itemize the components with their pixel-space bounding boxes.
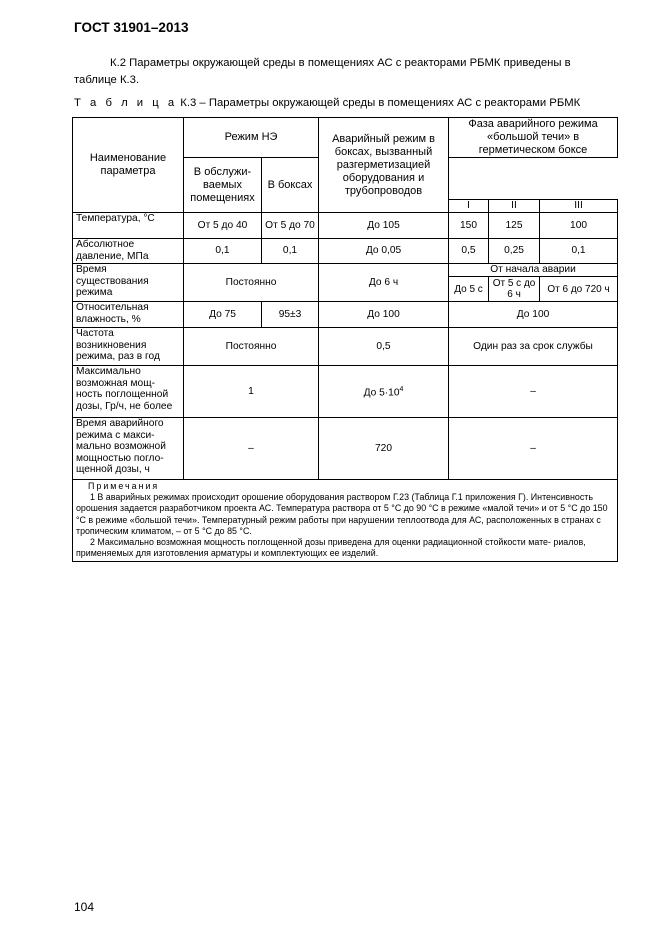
cell-big-leak: До 100 — [449, 302, 618, 328]
cell-big-leak: – — [449, 366, 618, 418]
row-label: Максимально возможная мощ- ность поглощенной дозы, Гр/ч, не более — [73, 366, 184, 418]
header-boxes: В боксах — [262, 158, 319, 213]
header-parameter-name: Наименование параметра — [73, 118, 184, 213]
header-emergency-mode: Аварийный режим в боксах, вызванный разгерметизацией оборудования и трубопроводов — [319, 118, 449, 213]
note-2: 2 Максимально возможная мощность поглощенной дозы приведена для оценки радиационной стойкости мате- риалов, применяемых для изготовления арматуры и комплектующих ее изделий. — [76, 537, 586, 559]
cell-phase-3: От 6 до 720 ч — [540, 277, 618, 302]
header-phase-3: III — [540, 200, 618, 213]
table-notes — [73, 480, 618, 562]
page-number: 104 — [74, 900, 95, 914]
cell-phase-1: До 5 с — [449, 277, 489, 302]
cell-boxes: 95±3 — [262, 302, 319, 328]
table-row-dose-time — [73, 418, 618, 480]
row-label: Время аварийного режима с макси- мально возможной мощностью погло- щенной дозы, ч — [73, 418, 184, 480]
cell-big-leak: – — [449, 418, 618, 480]
header-phase-1: I — [449, 200, 489, 213]
row-label: Частота возникновения режима, раз в год — [73, 328, 184, 366]
notes-title: Примечания — [88, 481, 160, 491]
cell-serviced: 0,1 — [184, 239, 262, 264]
row-label: Температура, °С — [73, 213, 184, 239]
cell-normal-mode: Постоянно — [184, 328, 319, 366]
table-row-dose-rate — [73, 366, 618, 418]
cell-boxes: 0,1 — [262, 239, 319, 264]
table-row-temperature — [73, 213, 618, 239]
row-label: Абсолютное давление, МПа — [73, 239, 184, 264]
table-row-pressure — [73, 239, 618, 264]
table-row-humidity — [73, 302, 618, 328]
cell-phase-1: 0,5 — [449, 239, 489, 264]
cell-emergency — [319, 366, 449, 418]
document-header: ГОСТ 31901–2013 — [74, 20, 189, 35]
cell-big-leak: Один раз за срок службы — [449, 328, 618, 366]
cell-emergency: До 100 — [319, 302, 449, 328]
cell-phase-1: 150 — [449, 213, 489, 239]
header-big-leak-phase: Фаза аварийного режима «большой течи» в герметическом боксе — [449, 118, 618, 158]
row-label: Время существования режима — [73, 264, 184, 302]
header-normal-mode: Режим НЭ — [184, 118, 319, 158]
intro-paragraph: К.2 Параметры окружающей среды в помещениях АС с реакторами РБМК приведены в таблице К.3. — [74, 57, 571, 86]
cell-phase-2: 125 — [489, 213, 540, 239]
cell-accident-start: От начала аварии — [449, 264, 618, 277]
cell-emergency: До 6 ч — [319, 264, 449, 302]
cell-phase-3: 0,1 — [540, 239, 618, 264]
dose-rate-base: До 5·10 — [363, 387, 400, 399]
cell-emergency: До 105 — [319, 213, 449, 239]
table-caption-prefix: Т а б л и ц а — [74, 97, 178, 109]
cell-phase-2: 0,25 — [489, 239, 540, 264]
cell-normal-mode: – — [184, 418, 319, 480]
table-caption — [74, 97, 580, 109]
environment-parameters-table — [72, 117, 618, 562]
table-row-duration — [73, 264, 618, 277]
cell-normal-mode: 1 — [184, 366, 319, 418]
cell-emergency: 0,5 — [319, 328, 449, 366]
header-phase-2: II — [489, 200, 540, 213]
table-row-frequency — [73, 328, 618, 366]
cell-serviced: До 75 — [184, 302, 262, 328]
cell-emergency: До 0,05 — [319, 239, 449, 264]
cell-serviced: От 5 до 40 — [184, 213, 262, 239]
dose-rate-exponent: 4 — [399, 386, 404, 394]
table-notes-row — [73, 480, 618, 562]
cell-phase-3: 100 — [540, 213, 618, 239]
note-1: 1 В аварийных режимах происходит орошение оборудования раствором Г.23 (Таблица Г.1 приложения Г). Интенсивность орошения задается разработчиком проекта АС. Температура раствора от 5 °С до 90 °С в режиме «малой течи» и от 5 °С до 150 °С в режиме «большой течи». Температурный режим работы при нарушении теплоотвода для АС, расположенных в странах с тропическим климатом, – от 5 °С до 85 °С. — [76, 492, 608, 536]
table-caption-text: К.3 – Параметры окружающей среды в помещениях АС с реакторами РБМК — [177, 97, 581, 109]
cell-phase-2: От 5 с до 6 ч — [489, 277, 540, 302]
cell-emergency: 720 — [319, 418, 449, 480]
row-label: Относительная влажность, % — [73, 302, 184, 328]
cell-normal-mode: Постоянно — [184, 264, 319, 302]
cell-boxes: От 5 до 70 — [262, 213, 319, 239]
header-serviced-rooms: В обслужи- ваемых помещениях — [184, 158, 262, 213]
